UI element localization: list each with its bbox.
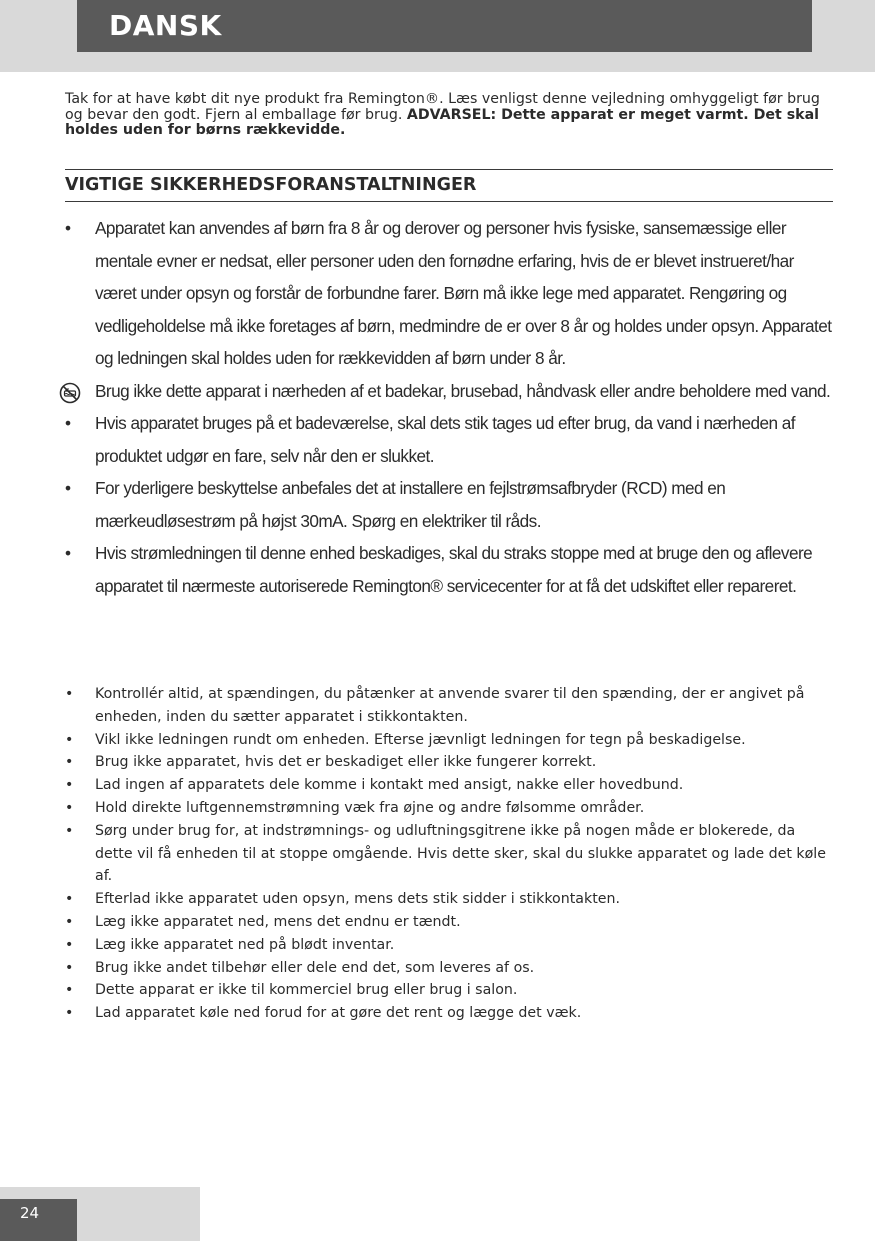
bullet: • xyxy=(65,799,74,816)
list-item xyxy=(65,375,835,408)
list-item xyxy=(65,683,835,729)
no-water-icon xyxy=(59,382,81,404)
section-title: VIGTIGE SIKKERHEDSFORANSTALTNINGER xyxy=(65,169,833,202)
list-item xyxy=(65,1002,835,1025)
bullet: • xyxy=(65,822,74,839)
list-item-text: Hold direkte luftgennemstrømning væk fra øjne og andre følsomme områder. xyxy=(95,799,645,816)
list-item-text: Dette apparat er ikke til kommerciel brug eller brug i salon. xyxy=(95,982,518,999)
list-item-text: Læg ikke apparatet ned på blødt inventar. xyxy=(95,936,395,953)
list-item-text: Lad ingen af apparatets dele komme i kontakt med ansigt, nakke eller hovedbund. xyxy=(95,777,684,794)
intro-text: Tak for at have købt dit nye produkt fra Remington®. Læs venligst denne vejledning omhyggeligt før brug og bevar den godt. Fjern al emballage før brug. xyxy=(65,91,820,123)
list-item-text: Kontrollér altid, at spændingen, du påtænker at anvende svarer til den spænding, der er angivet på enheden, inden du sætter apparatet i stikkontakten. xyxy=(95,686,805,725)
list-item xyxy=(65,729,835,752)
bullet: • xyxy=(65,754,74,771)
bullet: • xyxy=(65,777,74,794)
list-item xyxy=(65,820,835,888)
bullet: • xyxy=(65,543,71,563)
safety-list-small xyxy=(65,683,835,1025)
list-item-text: Lad apparatet køle ned forud for at gøre det rent og lægge det væk. xyxy=(95,1005,582,1022)
list-item xyxy=(65,979,835,1002)
bullet: • xyxy=(65,891,74,908)
bullet: • xyxy=(65,959,74,976)
intro-paragraph xyxy=(65,92,835,139)
list-item xyxy=(65,537,835,602)
bullet: • xyxy=(65,913,74,930)
list-item-text: Brug ikke apparatet, hvis det er beskadiget eller ikke fungerer korrekt. xyxy=(95,754,597,771)
bullet: • xyxy=(65,731,74,748)
list-item-text: Læg ikke apparatet ned, mens det endnu er tændt. xyxy=(95,913,461,930)
list-item xyxy=(65,934,835,957)
bullet: • xyxy=(65,936,74,953)
list-item xyxy=(65,212,835,375)
list-item-text: Hvis strømledningen til denne enhed beskadiges, skal du straks stoppe med at bruge den og aflevere apparatet til nærmeste autoriserede Remington® servicecenter for at få det udskiftet eller repareret. xyxy=(95,543,813,596)
safety-list-large xyxy=(65,212,835,602)
list-item xyxy=(65,472,835,537)
list-item-text: Efterlad ikke apparatet uden opsyn, mens dets stik sidder i stikkontakten. xyxy=(95,891,620,908)
list-item-text: For yderligere beskyttelse anbefales det at installere en fejlstrømsafbryder (RCD) med en mærkeudløsestrøm på højst 30mA. Spørg en elektriker til råds. xyxy=(95,478,726,531)
list-item-text: Vikl ikke ledningen rundt om enheden. Efterse jævnligt ledningen for tegn på beskadigelse. xyxy=(95,731,746,748)
list-item-text: Apparatet kan anvendes af børn fra 8 år og derover og personer hvis fysiske, sansemæssige eller mentale evner er nedsat, eller personer uden den fornødne erfaring, hvis de er blevet instrueret/har været under opsyn og forstår de forbundne farer. Børn må ikke lege med apparatet. Rengøring og vedligeholdelse må ikke foretages af børn, medmindre de er over 8 år og holdes under opsyn. Apparatet og ledningen skal holdes uden for rækkevidden af børn under 8 år. xyxy=(95,218,832,368)
bullet: • xyxy=(65,413,71,433)
list-item-text: Brug ikke andet tilbehør eller dele end det, som leveres af os. xyxy=(95,959,535,976)
bullet: • xyxy=(65,1005,74,1022)
bullet: • xyxy=(65,478,71,498)
list-item xyxy=(65,911,835,934)
bullet: • xyxy=(65,982,74,999)
list-item xyxy=(65,774,835,797)
page-number: 24 xyxy=(0,1199,77,1241)
list-item xyxy=(65,957,835,980)
language-header: DANSK xyxy=(77,0,812,52)
list-item xyxy=(65,888,835,911)
list-item-text: Sørg under brug for, at indstrømnings- og udluftningsgitrene ikke på nogen måde er blokerede, da dette vil få enheden til at stoppe omgående. Hvis dette sker, skal du slukke apparatet og lade det køle af. xyxy=(95,822,826,885)
intro-warning: ADVARSEL: Dette apparat er meget varmt. Det skal holdes uden for børns rækkevidde. xyxy=(65,106,820,138)
list-item xyxy=(65,797,835,820)
list-item xyxy=(65,407,835,472)
list-item-text: Brug ikke dette apparat i nærheden af et badekar, brusebad, håndvask eller andre beholdere med vand. xyxy=(95,380,831,401)
bullet: • xyxy=(65,218,71,238)
list-item xyxy=(65,751,835,774)
bullet: • xyxy=(65,686,74,702)
list-item-text: Hvis apparatet bruges på et badeværelse, skal dets stik tages ud efter brug, da vand i nærheden af produktet udgør en fare, selv når den er slukket. xyxy=(95,413,795,466)
